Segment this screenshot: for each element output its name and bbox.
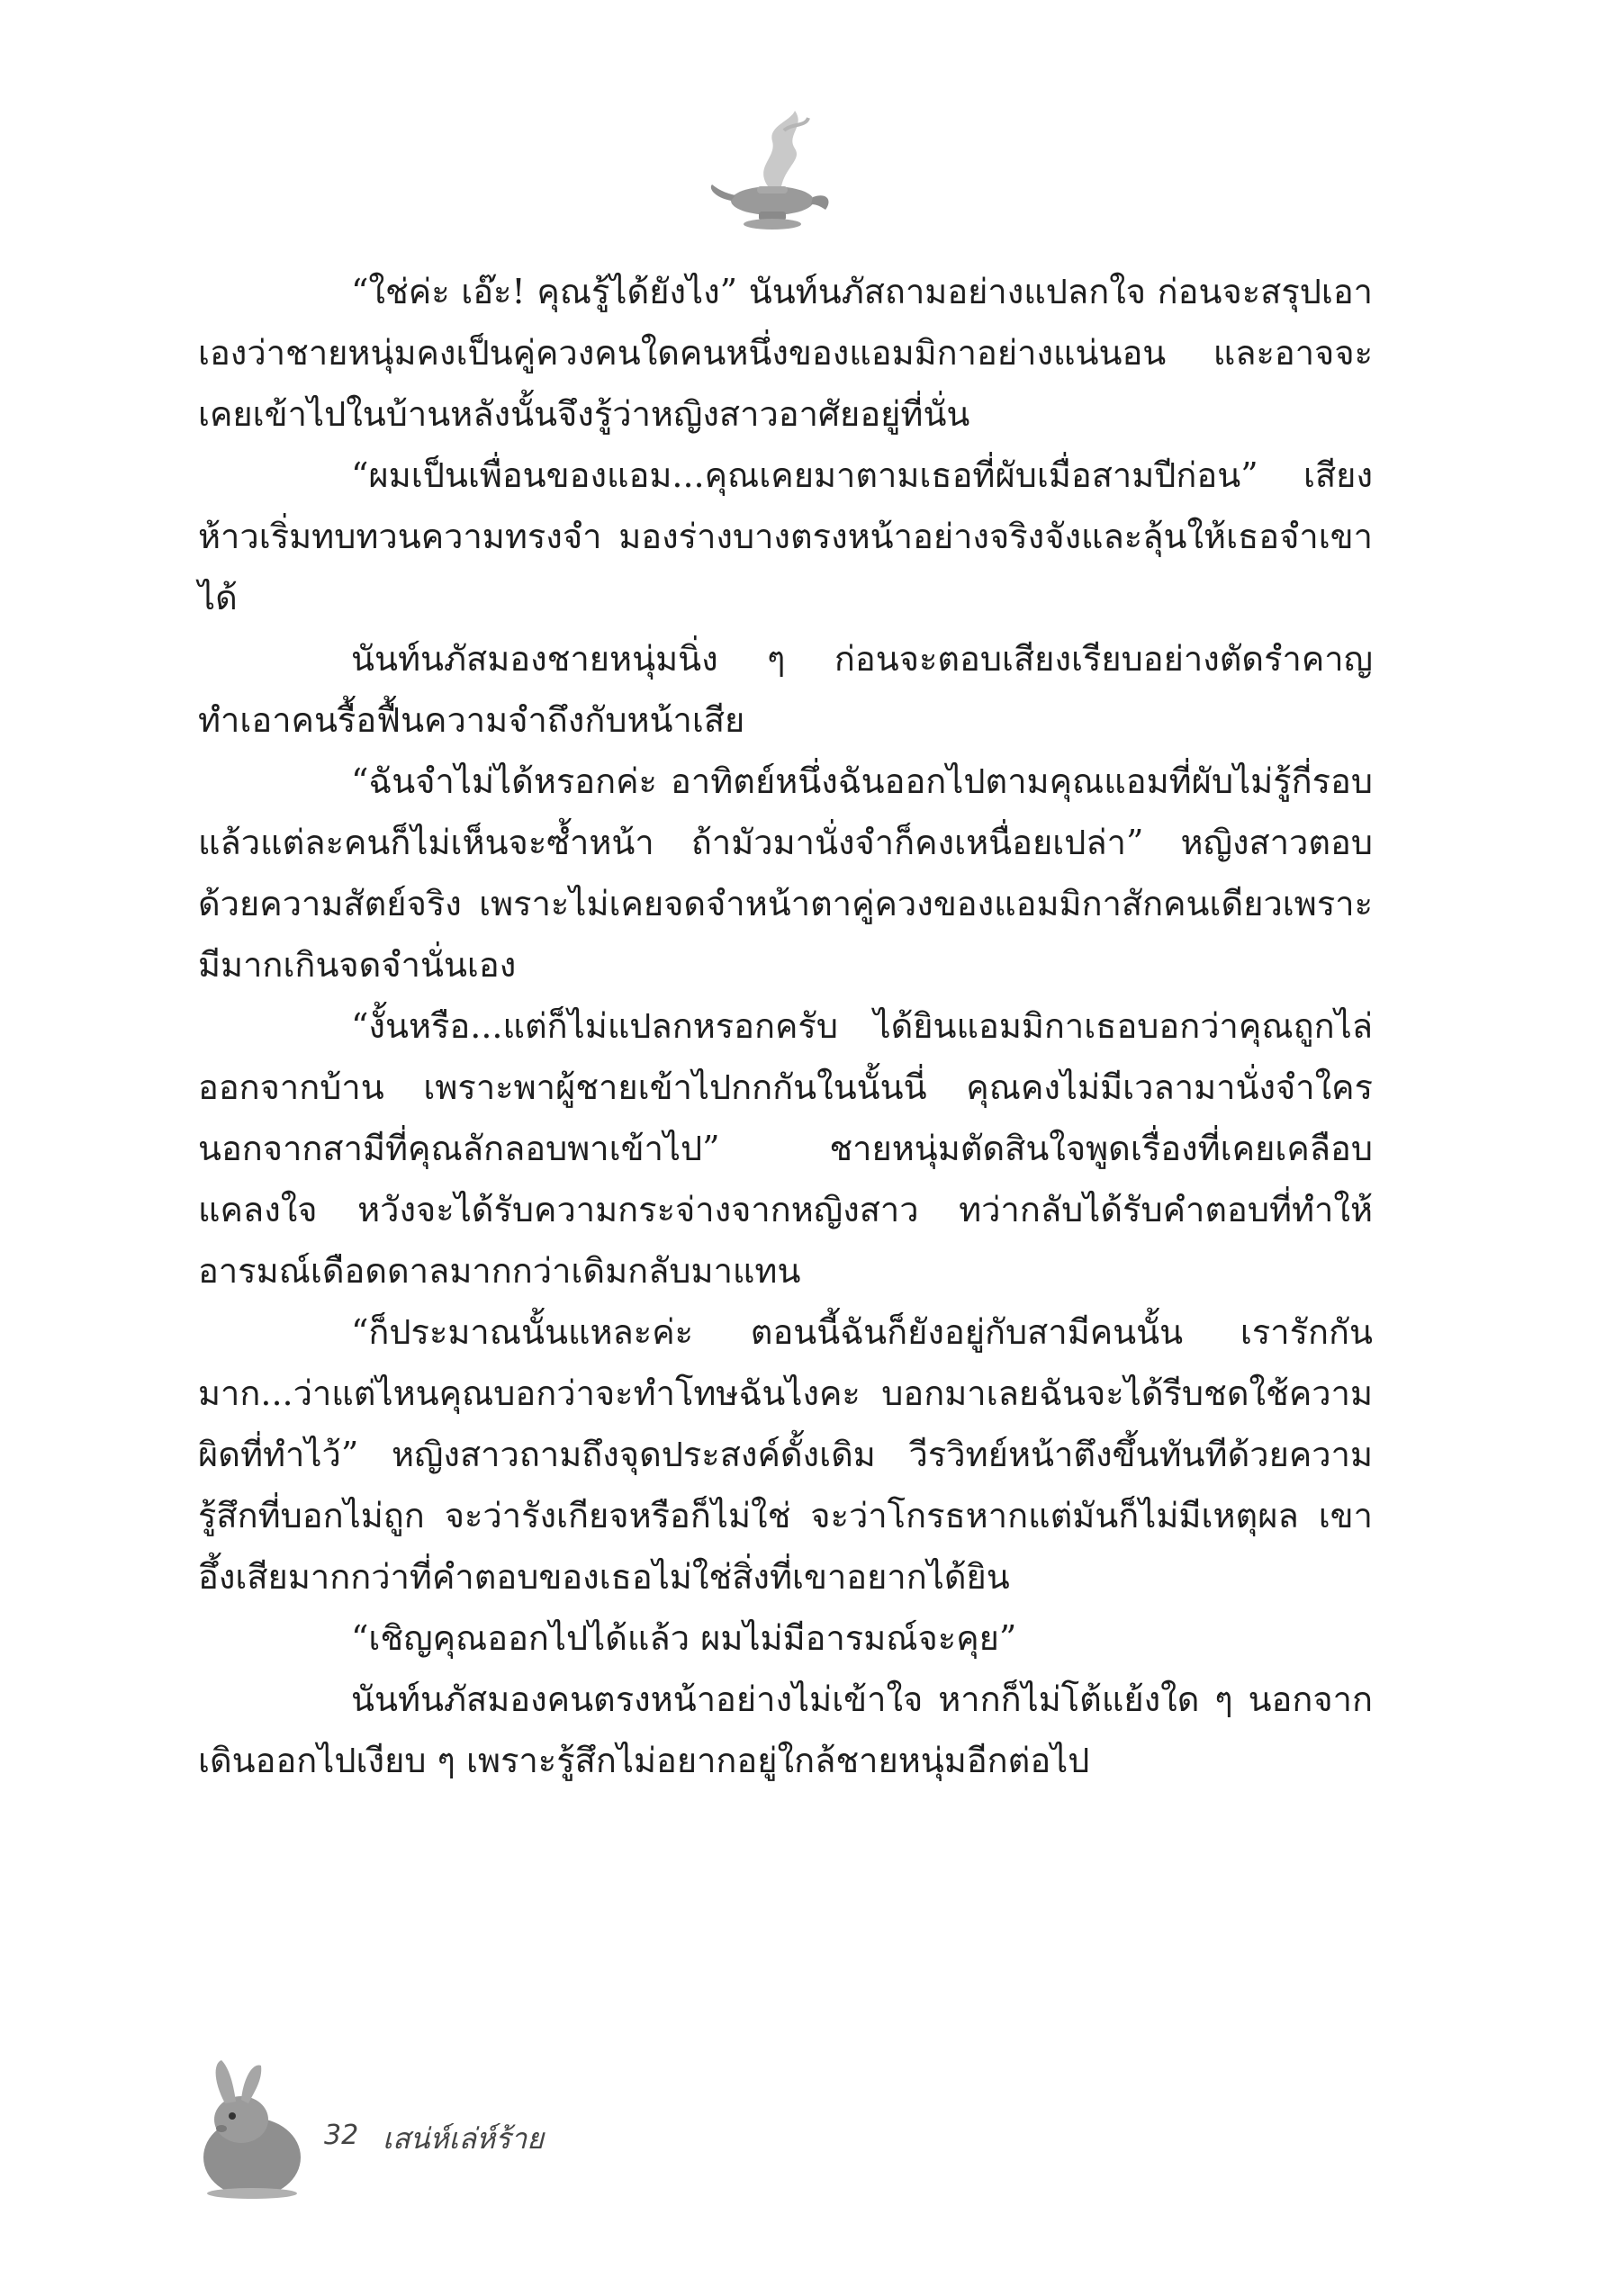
paragraph: “ก็ประมาณนั้นแหละค่ะ ตอนนี้ฉันก็ยังอยู่กับสามีคนนั้น เรารักกันมาก...ว่าแต่ไหนคุณบอกว่าจะทำโทษฉันไงคะ บอกมาเลยฉันจะได้รีบชดใช้ความผิดที่ทำไว้” หญิงสาวถามถึงจุดประสงค์ดั้งเดิม วีรวิทย์หน้าตึงขึ้นทันทีด้วยความรู้สึกที่บอกไม่ถูก จะว่ารังเกียจหรือก็ไม่ใช่ จะว่าโกรธหากแต่มันก็ไม่มีเหตุผล เขาอึ้งเสียมากกว่าที่คำตอบของเธอไม่ใช่สิ่งที่เขาอยากได้ยิน	[198, 1312, 1373, 1597]
paragraph: “ฉันจำไม่ได้หรอกค่ะ อาทิตย์หนึ่งฉันออกไปตามคุณแอมที่ผับไม่รู้กี่รอบ แล้วแต่ละคนก็ไม่เห็นจะซ้ำหน้า ถ้ามัวมานั่งจำก็คงเหนื่อยเปล่า” หญิงสาวตอบด้วยความสัตย์จริง เพราะไม่เคยจดจำหน้าตาคู่ควงของแอมมิกาสักคนเดียวเพราะมีมากเกินจดจำนั่นเอง	[198, 761, 1373, 985]
magic-lamp-icon	[705, 104, 840, 239]
paragraph: “ใช่ค่ะ เอ๊ะ! คุณรู้ได้ยังไง” นันท์นภัสถามอย่างแปลกใจ ก่อนจะสรุปเอาเองว่าชายหนุ่มคงเป็นคู่ควงคนใดคนหนึ่งของแอมมิกาอย่างแน่นอน และอาจจะเคยเข้าไปในบ้านหลังนั้นจึงรู้ว่าหญิงสาวอาศัยอยู่ที่นั่น	[198, 272, 1373, 434]
page-footer	[189, 2057, 819, 2201]
paragraph: นันท์นภัสมองคนตรงหน้าอย่างไม่เข้าใจ หากก็ไม่โต้แย้งใด ๆ นอกจากเดินออกไปเงียบ ๆ เพราะรู้สึกไม่อยากอยู่ใกล้ชายหนุ่มอีกต่อไป	[198, 1679, 1373, 1780]
paragraph: “ผมเป็นเพื่อนของแอม...คุณเคยมาตามเธอที่ผับเมื่อสามปีก่อน” เสียงห้าวเริ่มทบทวนความทรงจำ มองร่างบางตรงหน้าอย่างจริงจังและลุ้นให้เธอจำเขาได้	[198, 455, 1373, 617]
story-text	[198, 261, 1373, 1791]
page-number: 32	[324, 2120, 359, 2151]
rabbit-icon	[189, 2057, 315, 2201]
paragraph: “งั้นหรือ...แต่ก็ไม่แปลกหรอกครับ ได้ยินแอมมิกาเธอบอกว่าคุณถูกไล่ออกจากบ้าน เพราะพาผู้ชายเข้าไปกกกันในนั้นนี่ คุณคงไม่มีเวลามานั่งจำใครนอกจากสามีที่คุณลักลอบพาเข้าไป” ชายหนุ่มตัดสินใจพูดเรื่องที่เคยเคลือบแคลงใจ หวังจะได้รับความกระจ่างจากหญิงสาว ทว่ากลับได้รับคำตอบที่ทำให้อารมณ์เดือดดาลมากกว่าเดิมกลับมาแทน	[198, 1006, 1373, 1291]
paragraph: “เชิญคุณออกไปได้แล้ว ผมไม่มีอารมณ์จะคุย”	[351, 1618, 1017, 1658]
paragraph: นันท์นภัสมองชายหนุ่มนิ่ง ๆ ก่อนจะตอบเสียงเรียบอย่างตัดรำคาญ ทำเอาคนรื้อฟื้นความจำถึงกับหน้าเสีย	[198, 639, 1373, 740]
book-title: เสน่ห์เล่ห์ร้าย	[383, 2121, 544, 2156]
